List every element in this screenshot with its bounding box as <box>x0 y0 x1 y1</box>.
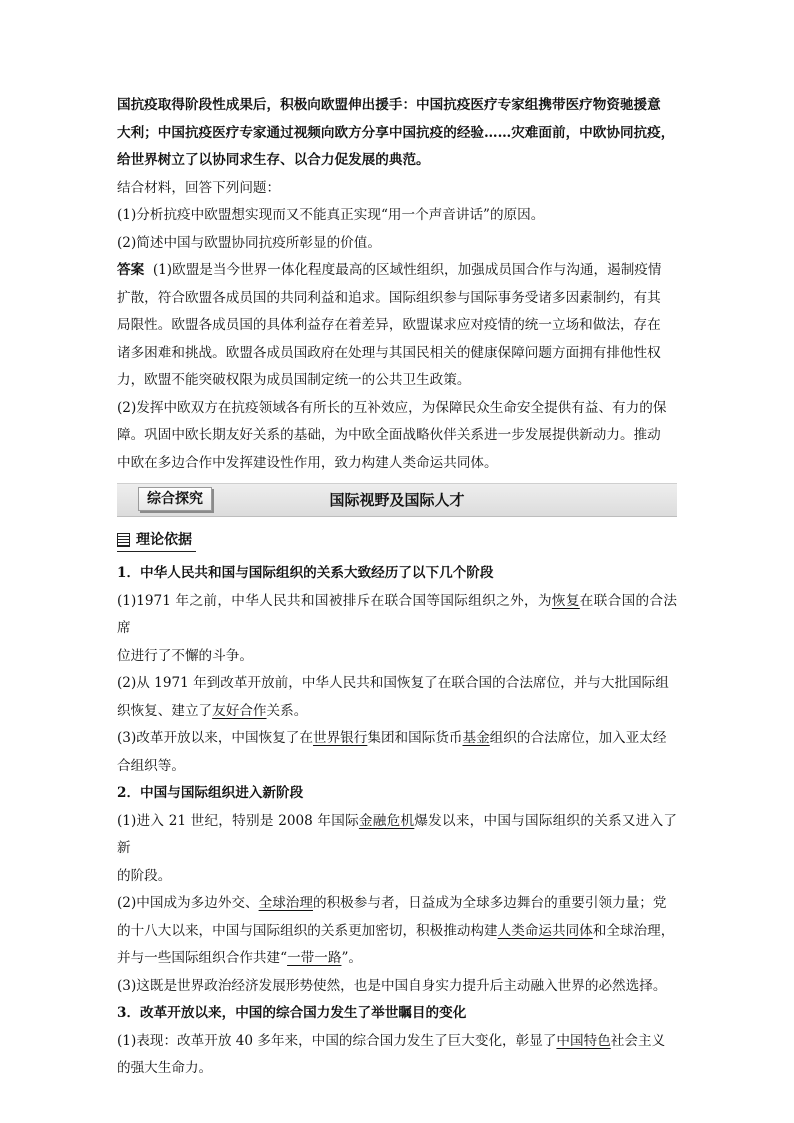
answer-text: 诸多困难和挑战。欧盟各成员国政府在处理与其国民相关的健康保障问题方面拥有排他性权 <box>117 344 661 361</box>
paragraph: (2)中国成为多边外交、全球治理的积极参与者，日益成为全球多边舞台的重要引领力量；党 <box>117 895 667 911</box>
paragraph: 的阶段。 <box>117 867 172 884</box>
answer-1 <box>117 257 677 285</box>
banner-tag: 综合探究 <box>138 487 212 511</box>
paragraph: 位进行了不懈的斗争。 <box>117 647 253 664</box>
paragraph: 并与一些国际组织合作共建“一带一路”。 <box>117 950 362 966</box>
question-1: (1)分析抗疫中欧盟想实现而又不能真正实现“用一个声音讲话”的原因。 <box>117 207 545 223</box>
banner-title: 国际视野及国际人才 <box>329 491 465 509</box>
paragraph: (3)改革开放以来，中国恢复了在世界银行集团和国际货币基金组织的合法席位，加入亚太经 <box>117 730 667 746</box>
paragraph: (1)1971 年之前，中华人民共和国被排斥在联合国等国际组织之外，为恢复在联合国的合法席 <box>117 592 678 636</box>
bullet-square-icon <box>117 533 130 547</box>
paragraph: 的强大生命力。 <box>117 1060 213 1076</box>
intro-line: 国抗疫取得阶段性成果后，积极向欧盟伸出援手：中国抗疫医疗专家组携带医疗物资驰援意 <box>117 97 661 113</box>
paragraph: 合组织等。 <box>117 757 185 774</box>
paragraph: (1)进入 21 世纪，特别是 2008 年国际金融危机爆发以来，中国与国际组织的关系又进入了新 <box>117 812 678 856</box>
answer-text: 力，欧盟不能突破权限为成员国制定统一的公共卫生政策。 <box>117 372 471 388</box>
question-prompt: 结合材料，回答下列问题： <box>117 179 281 196</box>
answer-text: 障。巩固中欧长期友好关系的基础，为中欧全面战略伙伴关系进一步发展提供新动力。推动 <box>117 427 661 443</box>
stage-title: 3．改革开放以来，中国的综合国力发生了举世瞩目的变化 <box>117 1005 467 1021</box>
paragraph: (2)从 1971 年到改革开放前，中华人民共和国恢复了在联合国的合法席位，并与大批国际组 <box>117 675 669 691</box>
theory-heading-text: 理论依据 <box>136 532 192 548</box>
answer-text: 中欧在多边合作中发挥建设性作用，致力构建人类命运共同体。 <box>117 454 498 471</box>
answer-text: (2)发挥中欧双方在抗疫领域各有所长的互补效应，为保障民众生命安全提供有益、有力的保 <box>117 399 667 416</box>
paragraph: 的十八大以来，中国与国际组织的关系更加密切，积极推动构建人类命运共同体和全球治理， <box>117 922 675 939</box>
paragraph: 织恢复、建立了友好合作关系。 <box>117 702 308 719</box>
answer-text: 局限性。欧盟各成员国的具体利益存在着差异，欧盟谋求应对疫情的统一立场和做法，存在 <box>117 317 661 333</box>
paragraph: (1)表现：改革开放 40 多年来，中国的综合国力发生了巨大变化，彰显了中国特色社会主义 <box>117 1032 666 1049</box>
section-banner <box>117 483 677 517</box>
question-2: (2)简述中国与欧盟协同抗疫所彰显的价值。 <box>117 234 381 251</box>
document-page <box>117 92 677 1083</box>
answer-label: 答案 <box>117 262 145 278</box>
stage-title: 2．中国与国际组织进入新阶段 <box>117 785 304 801</box>
answer-text: 扩散，符合欧盟各成员国的共同利益和追求。国际组织参与国际事务受诸多因素制约，有其 <box>117 289 661 306</box>
intro-line: 给世界树立了以协同求生存、以合力促发展的典范。 <box>117 152 430 168</box>
theory-heading <box>117 529 196 552</box>
paragraph: (3)这既是世界政治经济发展形势使然，也是中国自身实力提升后主动融入世界的必然选择。 <box>117 977 667 994</box>
answer-text: (1)欧盟是当今世界一体化程度最高的区域性组织，加强成员国合作与沟通，遏制疫情 <box>152 262 662 278</box>
stage-title: 1．中华人民共和国与国际组织的关系大致经历了以下几个阶段 <box>117 565 494 581</box>
intro-line: 大利；中国抗疫医疗专家通过视频向欧方分享中国抗疫的经验……灾难面前，中欧协同抗疫， <box>117 124 675 141</box>
